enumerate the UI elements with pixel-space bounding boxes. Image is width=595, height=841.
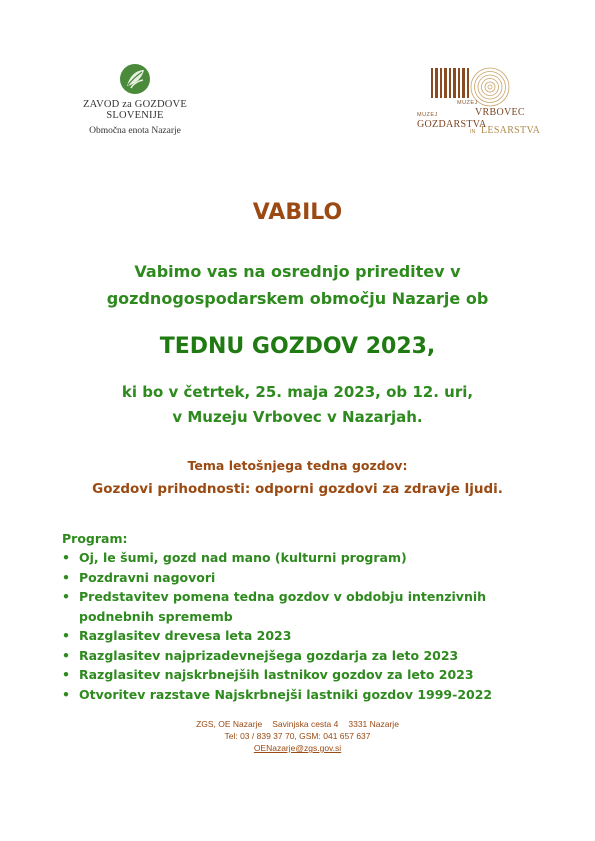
- theme-label: Tema letošnjega tedna gozdov:: [187, 458, 408, 473]
- org-name-line2: SLOVENIJE: [106, 110, 164, 121]
- program-item-text: Oj, le šumi, gozd nad mano (kulturni program): [79, 550, 407, 565]
- event-date-line: ki bo v četrtek, 25. maja 2023, ob 12. uri,: [121, 383, 474, 401]
- program-list: [62, 548, 542, 704]
- footer: [0, 718, 595, 754]
- wood-stripes-icon: [431, 68, 471, 98]
- bullet-icon: •: [62, 686, 70, 702]
- zgs-logo: [70, 62, 200, 137]
- footer-email-link[interactable]: OENazarje@zgs.gov.si: [253, 743, 342, 753]
- bullet-icon: •: [62, 589, 70, 604]
- footer-street: Savinjska cesta 4: [272, 719, 339, 729]
- museum-line3: LESARSTVA: [481, 125, 541, 136]
- museum-line2: GOZDARSTVA: [417, 119, 487, 130]
- leaf-logo-icon: [118, 62, 152, 96]
- program-item-text: Otvoritev razstave Najskrbnejši lastniki gozdov 1999-2022: [79, 686, 493, 702]
- program-item: [62, 587, 542, 626]
- museum-small-label: MUZEJ: [457, 100, 478, 106]
- org-name-line1: ZAVOD za GOZDOVE: [83, 99, 187, 110]
- bullet-icon: •: [62, 647, 70, 663]
- bullet-icon: •: [62, 628, 70, 643]
- theme-text: Gozdovi prihodnosti: odporni gozdovi za zdravje ljudi.: [92, 481, 503, 497]
- program-item: [62, 548, 542, 568]
- invitation-line1: Vabimo vas na osrednjo prireditev v: [134, 262, 461, 281]
- program-item: [62, 568, 542, 588]
- bullet-icon: •: [62, 569, 70, 585]
- bullet-icon: •: [62, 550, 70, 565]
- program-item: [62, 665, 542, 685]
- program-item-text: Razglasitev najprizadevnejšega gozdarja za leto 2023: [79, 647, 459, 663]
- program-item-text: Predstavitev pomena tedna gozdov v obdobju intenzivnih podnebnih sprememb: [79, 589, 487, 624]
- event-place-line: v Muzeju Vrbovec v Nazarjah.: [172, 408, 423, 426]
- program-item-text: Razglasitev drevesa leta 2023: [79, 628, 292, 643]
- footer-phones: Tel: 03 / 839 37 70, GSM: 041 657 637: [224, 731, 371, 741]
- museum-in-label: IN: [470, 129, 476, 135]
- museum-logo: [415, 66, 545, 138]
- program-item: [62, 626, 542, 646]
- page-title: VABILO: [252, 200, 343, 225]
- footer-org: ZGS, OE Nazarje: [196, 719, 263, 729]
- program-item-text: Razglasitev najskrbnejših lastnikov gozdov za leto 2023: [79, 667, 474, 682]
- invitation-text: [0, 258, 595, 312]
- museum-small-label-2: MUZEJ: [417, 112, 438, 118]
- program-item: [62, 646, 542, 666]
- bullet-icon: •: [62, 667, 70, 682]
- event-time-place: [0, 380, 595, 430]
- event-name: TEDNU GOZDOV 2023,: [159, 334, 436, 359]
- footer-post: 3331 Nazarje: [348, 719, 399, 729]
- program-heading: Program:: [62, 531, 128, 546]
- invitation-line2: gozdnogospodarskem območju Nazarje ob: [106, 289, 489, 308]
- program-item: [62, 685, 542, 705]
- footer-address: [0, 718, 595, 730]
- program-section: [62, 530, 542, 704]
- museum-name: VRBOVEC: [475, 107, 525, 118]
- program-item-text: Pozdravni nagovori: [79, 569, 216, 585]
- org-unit: Območna enota Nazarje: [89, 126, 181, 136]
